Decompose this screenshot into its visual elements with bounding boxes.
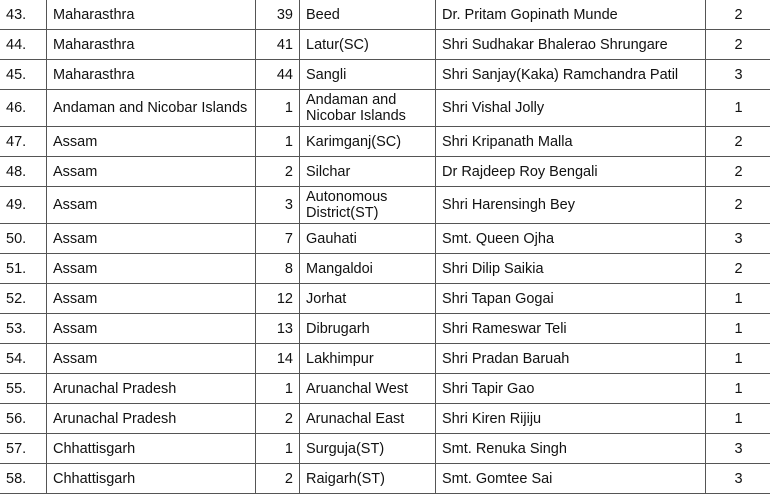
table-row: [0, 127, 770, 157]
state-cell: Assam: [47, 224, 256, 254]
state-cell: Andaman and Nicobar Islands: [47, 90, 256, 127]
state-cell: Arunachal Pradesh: [47, 404, 256, 434]
state-cell: Chhattisgarh: [47, 434, 256, 464]
serial-number-cell: 54.: [0, 344, 47, 374]
constituency-number-cell: 2: [256, 464, 300, 494]
serial-number-cell: 44.: [0, 30, 47, 60]
constituency-number-cell: 13: [256, 314, 300, 344]
constituency-number-cell: 14: [256, 344, 300, 374]
constituency-cell: Beed: [300, 0, 436, 30]
state-cell: Assam: [47, 157, 256, 187]
constituency-cell: Mangaldoi: [300, 254, 436, 284]
member-name-cell: Dr Rajdeep Roy Bengali: [436, 157, 706, 187]
member-name-cell: Shri Sanjay(Kaka) Ramchandra Patil: [436, 60, 706, 90]
constituency-cell: Jorhat: [300, 284, 436, 314]
state-cell: Assam: [47, 314, 256, 344]
state-cell: Chhattisgarh: [47, 464, 256, 494]
count-cell: 2: [706, 0, 770, 30]
state-cell: Assam: [47, 127, 256, 157]
serial-number-cell: 47.: [0, 127, 47, 157]
constituency-cell: Aruanchal West: [300, 374, 436, 404]
member-name-cell: Shri Vishal Jolly: [436, 90, 706, 127]
state-cell: Maharasthra: [47, 30, 256, 60]
constituency-cell: Gauhati: [300, 224, 436, 254]
constituency-number-cell: 44: [256, 60, 300, 90]
member-name-cell: Smt. Renuka Singh: [436, 434, 706, 464]
constituency-cell: Autonomous District(ST): [300, 187, 436, 224]
table-row: [0, 404, 770, 434]
table-row: [0, 187, 770, 224]
count-cell: 3: [706, 434, 770, 464]
count-cell: 1: [706, 344, 770, 374]
count-cell: 1: [706, 314, 770, 344]
constituency-cell: Silchar: [300, 157, 436, 187]
count-cell: 1: [706, 404, 770, 434]
table-row: [0, 314, 770, 344]
state-cell: Assam: [47, 284, 256, 314]
table-row: [0, 464, 770, 494]
constituency-number-cell: 3: [256, 187, 300, 224]
serial-number-cell: 53.: [0, 314, 47, 344]
constituency-number-cell: 2: [256, 157, 300, 187]
serial-number-cell: 50.: [0, 224, 47, 254]
count-cell: 1: [706, 90, 770, 127]
table-row: [0, 434, 770, 464]
constituency-number-cell: 41: [256, 30, 300, 60]
constituency-number-cell: 1: [256, 374, 300, 404]
constituency-cell: Arunachal East: [300, 404, 436, 434]
member-name-cell: Shri Sudhakar Bhalerao Shrungare: [436, 30, 706, 60]
constituency-number-cell: 8: [256, 254, 300, 284]
member-name-cell: Shri Harensingh Bey: [436, 187, 706, 224]
serial-number-cell: 52.: [0, 284, 47, 314]
count-cell: 2: [706, 157, 770, 187]
constituency-number-cell: 1: [256, 127, 300, 157]
count-cell: 2: [706, 127, 770, 157]
table-row: [0, 344, 770, 374]
table-row: [0, 284, 770, 314]
count-cell: 1: [706, 374, 770, 404]
member-name-cell: Smt. Queen Ojha: [436, 224, 706, 254]
constituency-number-cell: 7: [256, 224, 300, 254]
serial-number-cell: 45.: [0, 60, 47, 90]
constituency-cell: Raigarh(ST): [300, 464, 436, 494]
count-cell: 2: [706, 254, 770, 284]
serial-number-cell: 43.: [0, 0, 47, 30]
member-name-cell: Shri Pradan Baruah: [436, 344, 706, 374]
state-cell: Arunachal Pradesh: [47, 374, 256, 404]
serial-number-cell: 55.: [0, 374, 47, 404]
serial-number-cell: 51.: [0, 254, 47, 284]
constituency-number-cell: 1: [256, 90, 300, 127]
serial-number-cell: 46.: [0, 90, 47, 127]
table-row: [0, 224, 770, 254]
member-name-cell: Shri Dilip Saikia: [436, 254, 706, 284]
member-name-cell: Shri Rameswar Teli: [436, 314, 706, 344]
state-cell: Maharasthra: [47, 60, 256, 90]
table-row: [0, 30, 770, 60]
table-row: [0, 157, 770, 187]
count-cell: 2: [706, 187, 770, 224]
serial-number-cell: 49.: [0, 187, 47, 224]
count-cell: 3: [706, 60, 770, 90]
serial-number-cell: 57.: [0, 434, 47, 464]
constituency-cell: Latur(SC): [300, 30, 436, 60]
state-cell: Assam: [47, 344, 256, 374]
constituency-cell: Sangli: [300, 60, 436, 90]
constituency-number-cell: 1: [256, 434, 300, 464]
state-cell: Assam: [47, 254, 256, 284]
constituency-number-cell: 2: [256, 404, 300, 434]
count-cell: 1: [706, 284, 770, 314]
table-row: [0, 60, 770, 90]
state-cell: Assam: [47, 187, 256, 224]
count-cell: 2: [706, 30, 770, 60]
serial-number-cell: 58.: [0, 464, 47, 494]
member-name-cell: Shri Tapan Gogai: [436, 284, 706, 314]
count-cell: 3: [706, 464, 770, 494]
member-name-cell: Smt. Gomtee Sai: [436, 464, 706, 494]
table-row: [0, 374, 770, 404]
constituency-cell: Andaman and Nicobar Islands: [300, 90, 436, 127]
serial-number-cell: 48.: [0, 157, 47, 187]
constituency-cell: Dibrugarh: [300, 314, 436, 344]
member-name-cell: Shri Kripanath Malla: [436, 127, 706, 157]
serial-number-cell: 56.: [0, 404, 47, 434]
member-name-cell: Shri Tapir Gao: [436, 374, 706, 404]
member-name-cell: Shri Kiren Rijiju: [436, 404, 706, 434]
member-name-cell: Dr. Pritam Gopinath Munde: [436, 0, 706, 30]
table-row: [0, 254, 770, 284]
table-row: [0, 90, 770, 127]
count-cell: 3: [706, 224, 770, 254]
constituency-number-cell: 12: [256, 284, 300, 314]
constituency-cell: Karimganj(SC): [300, 127, 436, 157]
table-row: [0, 0, 770, 30]
constituency-cell: Lakhimpur: [300, 344, 436, 374]
constituency-number-cell: 39: [256, 0, 300, 30]
constituency-cell: Surguja(ST): [300, 434, 436, 464]
state-cell: Maharasthra: [47, 0, 256, 30]
